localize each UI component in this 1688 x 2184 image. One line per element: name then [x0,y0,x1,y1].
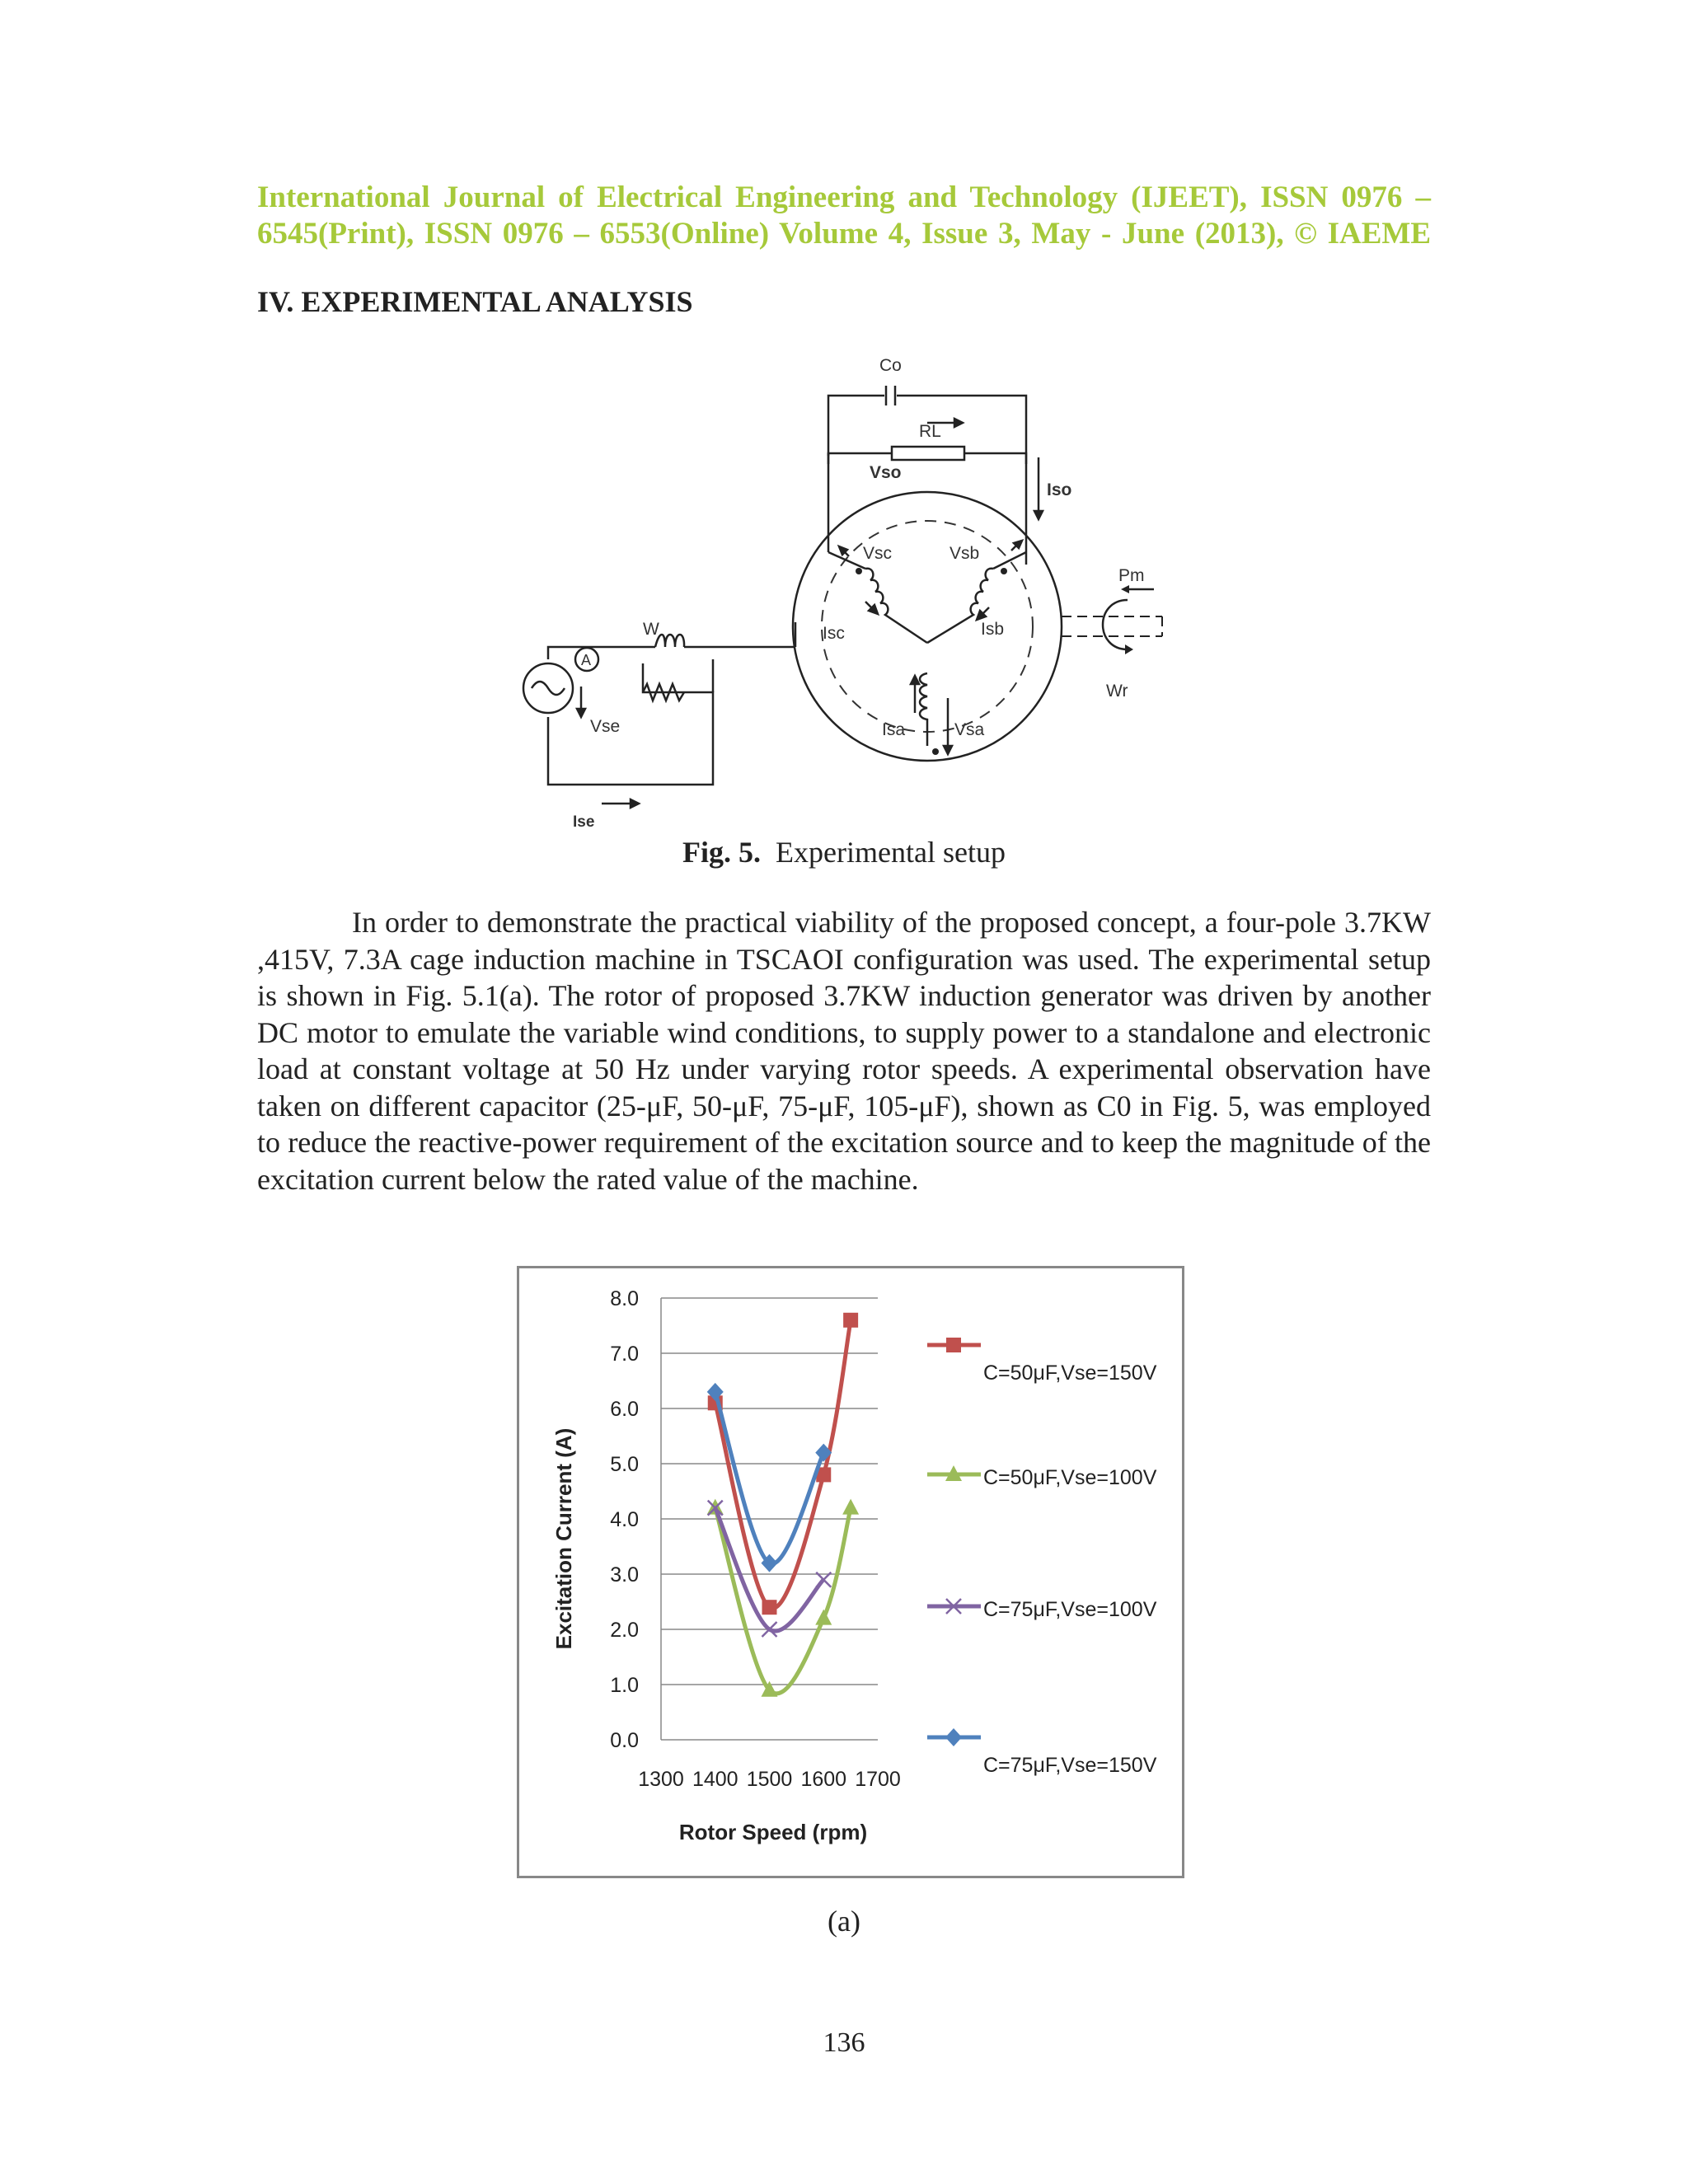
chart-y-ticks [610,1287,639,1752]
data-point [945,1728,962,1746]
load-resistor [892,447,964,460]
dot-b [1001,568,1007,574]
vso-arrow-head [954,419,963,427]
section-title: IV. EXPERIMENTAL ANALYSIS [257,285,693,318]
ac-source-symbol [532,682,565,695]
label-isc: Isc [823,624,845,643]
y-tick-label: 4.0 [610,1508,639,1531]
y-tick-label: 7.0 [610,1343,639,1366]
legend-label: C=75μF,Vse=150V [983,1754,1157,1777]
journal-header [257,180,1431,252]
y-tick-label: 3.0 [610,1563,639,1586]
data-point [815,1610,832,1625]
vse-arrow-head [577,709,585,717]
label-rl: RL [919,422,941,441]
pm-arrow-head [1121,585,1129,593]
x-tick-label: 1700 [855,1768,901,1791]
y-tick-label: 6.0 [610,1398,639,1421]
y-tick-label: 8.0 [610,1287,639,1310]
label-ise: Ise [573,813,595,831]
vsa-arrow-head [944,746,952,754]
x-tick-label: 1500 [746,1768,793,1791]
chart-svg [519,1268,1182,1876]
experimental-setup-diagram [511,350,1170,837]
label-w: W [643,620,659,639]
legend-label: C=50μF,Vse=100V [983,1466,1157,1489]
rotation-arc [1103,600,1128,649]
chart-x-axis-label: Rotor Speed (rpm) [678,1820,868,1844]
wattmeter-current-coil [655,635,684,647]
legend-label: C=50μF,Vse=150V [983,1361,1157,1385]
chart-x-ticks [638,1768,901,1791]
page-number: 136 [823,2027,865,2058]
label-isb: Isb [981,620,1005,639]
data-point [842,1499,859,1515]
data-point [843,1313,858,1328]
legend-label: C=75μF,Vse=100V [983,1598,1157,1621]
figure-5-caption-text: Experimental setup [776,836,1006,869]
label-pm: Pm [1118,566,1145,585]
label-co: Co [879,356,902,375]
chart-legend [927,1338,1157,1777]
label-vsc: Vsc [863,544,893,563]
dot-a [932,748,939,755]
chart-y-axis-label: Excitation Current (A) [551,1427,576,1650]
input-wire-top [548,647,655,659]
label-vso: Vso [870,463,902,482]
body-paragraph [257,904,1431,1197]
label-vsb: Vsb [950,544,980,563]
y-tick-label: 5.0 [610,1453,639,1476]
label-vsa: Vsa [954,720,985,739]
isa-arrow-head [911,676,919,684]
dot-c [856,568,862,574]
wattmeter-voltage-coil-wire [643,663,713,785]
label-iso: Iso [1047,480,1072,499]
ise-arrow-head [631,799,639,808]
data-point [762,1600,777,1615]
winding-a [920,673,927,746]
y-tick-label: 2.0 [610,1619,639,1642]
journal-header-line2: 6545(Print), ISSN 0976 – 6553(Online) Volume 4, Issue 3, May - June (2013), © IAEME [257,217,1431,251]
label-wr: Wr [1106,682,1128,701]
x-tick-label: 1400 [692,1768,738,1791]
x-tick-label: 1300 [638,1768,684,1791]
iso-arrow-head [1034,511,1043,519]
label-vse: Vse [590,717,621,736]
figure-5-caption-label: Fig. 5. [682,836,762,869]
body-paragraph-text: In order to demonstrate the practical viability of the proposed concept, a four-pole 3.7KW ,415V, 7.3A cage induction machine in TSCAOI configuration was used. The experimental setup is shown in Fig. 5.1(a). The rotor of proposed 3.7KW induction generator was driven by another DC motor to emulate the variable wind conditions, to supply power to a standalone and electronic load at constant voltage at 50 Hz under varying rotor speeds. A experimental observation have taken on different capacitor (25-μF, 50-μF, 75-μF, 105-μF), shown as C0 in Fig. 5, was employed to reduce the reactive-power requirement of the excitation source and to keep the magnitude of the excitation current below the rated value of the machine. [257,906,1431,1196]
journal-header-line1: International Journal of Electrical Engineering and Technology (IJEET), ISSN 0976 – [257,180,1431,214]
figure-5-caption [0,835,1688,869]
subfigure-label: (a) [828,1905,860,1938]
y-tick-label: 1.0 [610,1674,639,1697]
label-a: A [581,652,592,668]
y-tick-label: 0.0 [610,1729,639,1752]
chart-series [707,1313,859,1697]
x-tick-label: 1600 [800,1768,847,1791]
winding-b-lead [993,552,1026,569]
label-isa: Isa [882,720,906,739]
excitation-current-chart [517,1266,1184,1878]
resistor-wire-left [828,453,892,456]
rotation-arrow-head [1125,644,1133,654]
data-point [946,1338,961,1352]
